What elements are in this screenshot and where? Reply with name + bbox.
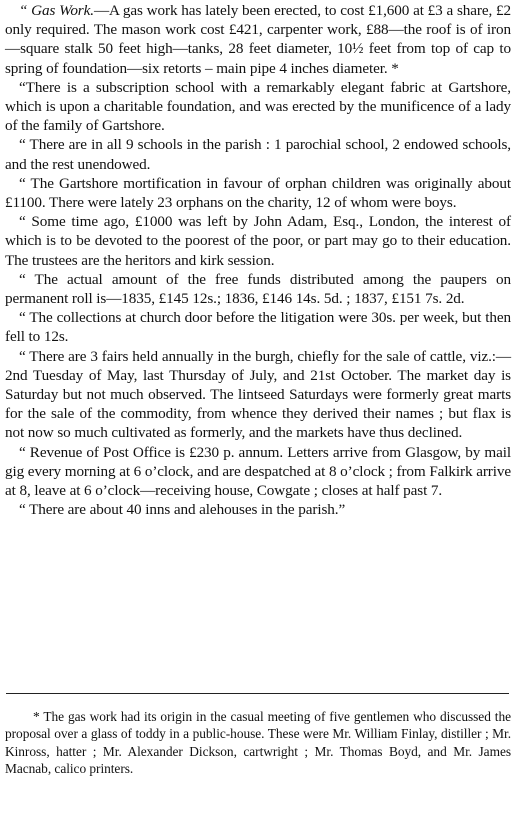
paragraph-text: “There is a subscription school with a remarkably elegant fabric at Gartshore, which is upon a charitable foundation, and was erected by the munificence of a lady of the family of Gartshore. [5,78,511,135]
paragraph-lead: “ Gas Work. [19,2,94,19]
paragraph-text: “ The Gartshore mortification in favour of orphan children was originally about £1100. There were lately 23 orphans on the charity, 12 of whom were boys. [5,174,511,212]
paragraph-text: —A gas work has lately been erected, to cost £1,600 at £3 a share, £2 only required. The mason work cost £421, carpenter work, £88—the roof is of iron—square stalk 50 feet high—tanks, 28 feet diameter, 10½ feet from top of cap to spring of foundation—six retorts – main pipe 4 inches diameter. * [5,2,511,77]
paragraph-fairs [5,347,511,443]
paragraph-text: “ Some time ago, £1000 was left by John Adam, Esq., London, the interest of which is to be devoted to the poorest of the poor, or part may go to their education. The trustees are the heritors and kirk session. [5,213,511,269]
paragraph-text: “ There are about 40 inns and alehouses in the parish.” [19,501,346,519]
footnote: * The gas work had its origin in the casual meeting of five gentlemen who discussed the proposal over a glass of toddy in a public-house. These were Mr. William Finlay, distiller ; Mr. Kinross, hatter ; Mr. Alexander Dickson, cartwright ; Mr. Thomas Boyd, and Mr. James Macnab, calico printers. [5,709,511,777]
paragraph-gartshore-mortification [5,174,511,212]
paragraph-john-adam-bequest [5,212,511,270]
paragraph-text: “ Revenue of Post Office is £230 p. annum. Letters arrive from Glasgow, by mail gig every morning at 6 o’clock, and are despatched at 8 o’clock ; from Falkirk arrive at 8, leave at 6 o’clock—receiving house, Cowgate ; closes at half past 7. [5,443,511,500]
paragraph-text: “ The collections at church door before the litigation were 30s. per week, but then fell to 12s. [5,309,511,346]
paragraph-text: “ There are 3 fairs held annually in the burgh, chiefly for the sale of cattle, viz.:—2nd Tuesday of May, last Thursday of July, and 21st October. The market day is Saturday but not much observed. The lintseed Saturdays were formerly great marts for the sale of the commodity, from whence they derived their names ; but flax is not now so much cultivated as formerly, and the markets have thus declined. [5,347,511,442]
paragraph-text: “ The actual amount of the free funds distributed among the paupers on permanent roll is—1835, £145 12s.; 1836, £146 14s. 5d. ; 1837, £151 7s. 2d. [5,270,511,308]
paragraph-collections [5,308,511,346]
paragraph-schools [5,135,511,173]
paragraph-subscription-school [5,78,511,136]
document-body [5,1,511,519]
paragraph-post-office [5,443,511,501]
paragraph-gas-work [5,1,511,78]
footnote-divider [6,693,509,694]
paragraph-text: “ There are in all 9 schools in the parish : 1 parochial school, 2 endowed schools, and the rest unendowed. [5,136,511,173]
paragraph-free-funds [5,270,511,308]
paragraph-inns [5,500,511,519]
